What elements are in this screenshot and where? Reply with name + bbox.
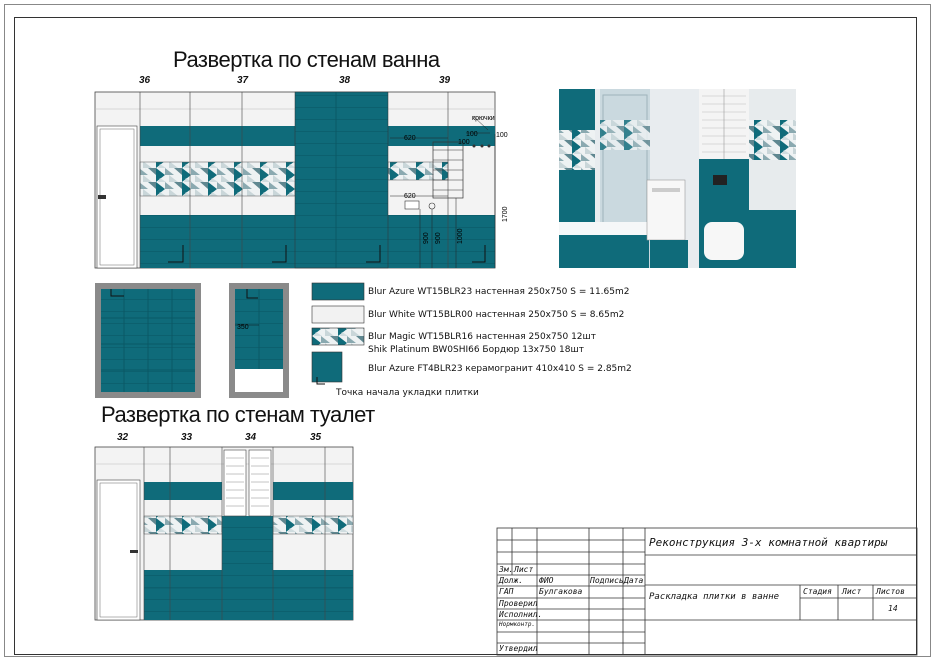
swatch-white-wall bbox=[312, 306, 364, 323]
wall-number: 38 bbox=[339, 75, 351, 86]
dim-text: 1700 bbox=[502, 206, 509, 222]
stamp-list: Лист bbox=[514, 565, 534, 574]
swatch-magic bbox=[312, 328, 364, 345]
stamp-data: Дата bbox=[624, 576, 644, 585]
wall-number: 37 bbox=[237, 75, 249, 86]
legend-item: Blur Azure FT4BLR23 керамогранит 410x410 S = 2.85m2 bbox=[368, 364, 632, 374]
stamp-gap: ГАП bbox=[499, 587, 514, 596]
stamp-utverdil: Утвердил bbox=[499, 644, 538, 653]
wall-number: 35 bbox=[310, 432, 322, 443]
legend-item: Blur Azure WT15BLR23 настенная 250x750 S = 11.65m2 bbox=[368, 287, 630, 297]
stamp-listov: Листов bbox=[876, 587, 905, 596]
stamp-gap-name: Булгакова bbox=[539, 587, 583, 596]
stamp-fio: ФИО bbox=[539, 576, 554, 585]
bathroom-render bbox=[559, 89, 796, 268]
toilet-elevation bbox=[95, 447, 353, 620]
bath-title: Развертка по стенам ванна bbox=[173, 47, 440, 72]
floor-plan-toilet bbox=[229, 283, 289, 398]
dim-text: 900 bbox=[423, 232, 430, 244]
dim-text: крючки bbox=[472, 115, 495, 122]
stamp-podpis: Подпись bbox=[590, 576, 624, 585]
wall-number: 33 bbox=[181, 432, 193, 443]
stamp-project: Реконструкция 3-х комнатной квартиры bbox=[649, 536, 888, 549]
legend-item: Blur Magic WT15BLR16 настенная 250x750 12шт bbox=[368, 332, 597, 342]
wall-number: 39 bbox=[439, 75, 451, 86]
toilet-title: Развертка по стенам туалет bbox=[101, 402, 375, 427]
dim-text: 620 bbox=[404, 135, 416, 142]
stamp-dolzh: Долж. bbox=[499, 576, 524, 585]
stamp-list2: Лист bbox=[842, 587, 862, 596]
wall-number: 36 bbox=[139, 75, 151, 86]
stamp-sheet-title: Раскладка плитки в ванне bbox=[649, 592, 780, 602]
legend-start-point: Точка начала укладки плитки bbox=[336, 388, 479, 398]
dim-text: 100 bbox=[496, 132, 508, 139]
dim-text: 900 bbox=[435, 232, 442, 244]
dim-text: 1000 bbox=[457, 228, 464, 244]
dim-text: 100 bbox=[466, 131, 478, 138]
dim-text: 100 bbox=[458, 139, 470, 146]
dim-text: 620 bbox=[404, 193, 416, 200]
stamp-stadiya: Стадия bbox=[803, 587, 832, 596]
floor-plan-bath bbox=[95, 283, 201, 398]
dim-text: 350 bbox=[237, 324, 249, 331]
wall-number: 34 bbox=[245, 432, 257, 443]
swatch-azure-wall bbox=[312, 283, 364, 300]
legend-item: Shik Platinum BW0SHI66 Бордюр 13x750 18шт bbox=[368, 345, 584, 355]
stamp-ispolnil: Исполнил. bbox=[499, 610, 543, 619]
stamp-listov-value: 14 bbox=[888, 604, 898, 613]
stamp-izm: Зм. bbox=[499, 565, 514, 574]
stamp-proveril: Проверил bbox=[499, 599, 538, 608]
stamp-normkontr: Нормконтр. bbox=[499, 621, 536, 628]
wall-number: 32 bbox=[117, 432, 129, 443]
legend-item: Blur White WT15BLR00 настенная 250x750 S = 8.65m2 bbox=[368, 310, 625, 320]
